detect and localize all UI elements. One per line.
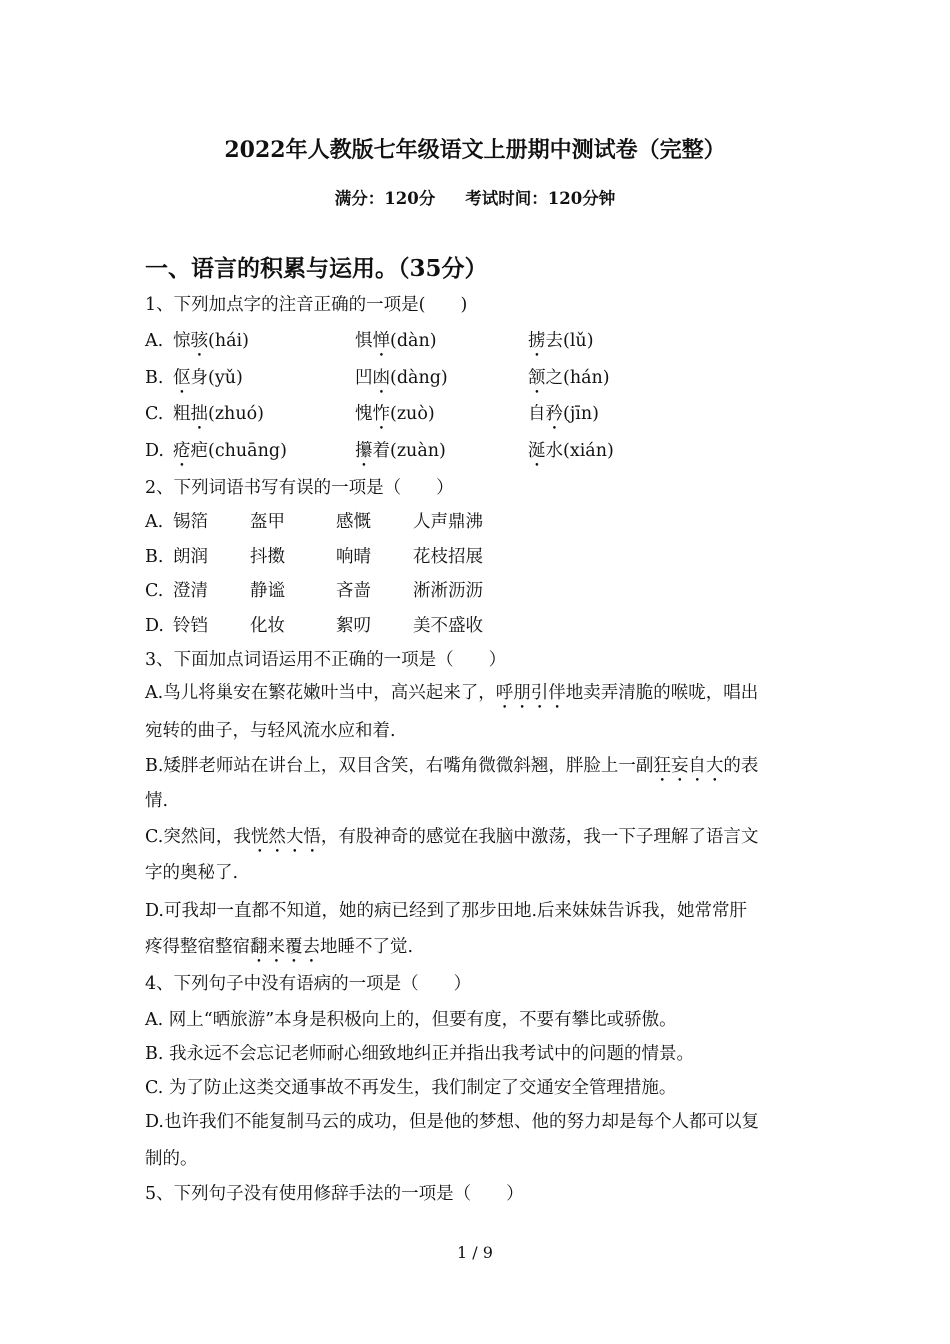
option-label: D. [145,616,164,636]
pinyin-item: 自矜(jīn) [528,404,599,424]
q4-option-c: C. 为了防止这类交通事故不再发生，我们制定了交通安全管理措施。 [145,1078,677,1098]
q4-stem: 4、下列句子中没有语病的一项是（ ） [145,974,472,994]
section-heading: 一、语言的积累与运用。（35分） [145,255,488,282]
exam-info [0,185,950,209]
q3-option-d: D.可我却一直都不知道，她的病已经到了那步田地.后来妹妹告诉我，她常常肝 [145,901,748,921]
q3-stem: 3、下面加点词语运用不正确的一项是（ ） [145,650,507,670]
q3-option-a-cont: 宛转的曲子，与轻风流水应和着. [145,721,396,741]
option-label: B. [145,547,164,567]
option-label: A. [145,331,164,351]
q2-option-row [145,579,483,603]
word: 花枝招展 [413,547,483,567]
q3-option-c: C.突然间，我恍然大悟，有股神奇的感觉在我脑中激荡，我一下子理解了语言文 [145,827,759,847]
word: 静谧 [250,581,285,601]
word: 吝啬 [336,581,371,601]
full-score: 满分：120分 [334,189,436,208]
option-label: A. [145,512,164,532]
q3-option-b-cont: 情. [145,791,169,811]
pinyin-item: 凹凼(dàng) [355,368,448,388]
word: 淅淅沥沥 [413,581,483,601]
pinyin-item: 粗拙(zhuó) [173,404,264,424]
q3-option-c-cont: 字的奥秘了. [145,863,239,883]
pinyin-item: 涎水(xián) [528,441,614,461]
word: 响晴 [336,547,371,567]
word: 化妆 [250,616,285,636]
exam-time: 考试时间：120分钟 [465,189,616,208]
pinyin-item: 惧惮(dàn) [355,331,437,351]
word: 感慨 [336,512,371,532]
q1-option-row [145,366,610,390]
q2-option-row [145,510,483,534]
word: 絮叨 [336,616,371,636]
pinyin-item: 愧怍(zuò) [355,404,435,424]
q4-option-a: A. 网上“晒旅游”本身是积极向上的，但要有度，不要有攀比或骄傲。 [145,1010,677,1030]
word: 锡箔 [173,512,208,532]
pinyin-item: 攥着(zuàn) [355,441,446,461]
pinyin-item: 惊骇(hái) [173,331,249,351]
word: 朗润 [173,547,208,567]
option-label: B. [145,368,164,388]
q1-option-row [145,329,594,353]
q4-option-d: D.也许我们不能复制马云的成功，但是他的梦想、他的努力却是每个人都可以复 [145,1112,759,1132]
q3-option-a: A.鸟儿将巢安在繁花嫩叶当中，高兴起来了，呼朋引伴地卖弄清脆的喉咙，唱出 [145,683,759,703]
pinyin-item: 掳去(lǔ) [528,331,594,351]
page-number: 1 / 9 [457,1243,493,1262]
q3-option-b: B.矮胖老师站在讲台上，双目含笑，右嘴角微微斜翘，胖脸上一副狂妄自大的表 [145,756,759,776]
word: 铃铛 [173,616,208,636]
word: 抖擞 [250,547,285,567]
word: 美不盛收 [413,616,483,636]
pinyin-item: 颔之(hán) [528,368,610,388]
q2-option-row [145,545,483,569]
word: 盔甲 [250,512,285,532]
q2-option-row [145,614,483,638]
q1-option-row [145,439,614,463]
q4-option-b: B. 我永远不会忘记老师耐心细致地纠正并指出我考试中的问题的情景。 [145,1044,694,1064]
pinyin-item: 疮疤(chuāng) [173,441,287,461]
q3-option-d-cont: 疼得整宿整宿翻来覆去地睡不了觉. [145,937,414,957]
pinyin-item: 伛身(yǔ) [173,368,243,388]
option-label: C. [145,404,164,424]
q5-stem: 5、下列句子没有使用修辞手法的一项是（ ） [145,1184,524,1204]
option-label: C. [145,581,164,601]
q4-option-d-cont: 制的。 [145,1149,198,1169]
q1-stem: 1、下列加点字的注音正确的一项是( ) [145,295,468,315]
word: 澄清 [173,581,208,601]
word: 人声鼎沸 [413,512,483,532]
q2-stem: 2、下列词语书写有误的一项是（ ） [145,478,454,498]
q1-option-row [145,402,599,426]
page-title: 2022年人教版七年级语文上册期中测试卷（完整） [224,137,726,163]
option-label: D. [145,441,164,461]
